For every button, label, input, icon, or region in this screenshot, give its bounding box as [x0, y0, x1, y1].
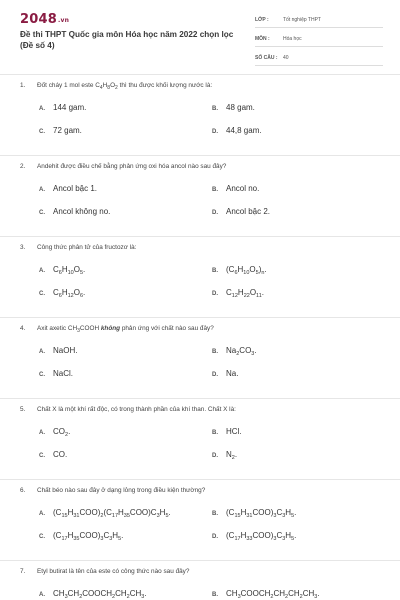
option-letter: D.	[212, 129, 218, 135]
option-letter: A.	[39, 106, 45, 112]
option-letter: C.	[39, 453, 45, 459]
answer-option[interactable]	[39, 288, 85, 297]
answer-option[interactable]	[39, 508, 171, 517]
option-text: $(C_{15}H_{31}COO)_3C_3H_5$.	[226, 508, 297, 519]
option-text: 44,8 gam.	[226, 126, 262, 135]
page-header	[0, 0, 400, 62]
question-stem: Etyl butirat là tên của este có công thức nào sau đây?	[37, 568, 190, 575]
option-letter: D.	[212, 534, 218, 540]
site-logo[interactable]	[20, 12, 69, 27]
option-text: $(C_{17}H_{35}COO)_3C_3H_5$.	[53, 531, 124, 542]
exam-meta	[255, 12, 383, 69]
question-number: 2.	[20, 163, 26, 170]
answer-option[interactable]	[39, 450, 67, 459]
question-stem: Chất X là một khí rất độc, có trong thành phần của khí than. Chất X là:	[37, 406, 236, 413]
option-letter: B.	[212, 430, 218, 436]
answer-option[interactable]	[212, 126, 262, 135]
answer-option[interactable]	[39, 531, 123, 540]
answer-option[interactable]	[39, 427, 70, 436]
option-text: $C_6H_{12}O_6$.	[53, 288, 86, 299]
meta-row-subject	[255, 31, 383, 47]
option-text: NaCl.	[53, 369, 74, 378]
question-text	[20, 568, 189, 575]
option-letter: A.	[39, 430, 45, 436]
option-text: $CH_3COOCH_2CH_2CH_2CH_3$.	[226, 589, 320, 600]
option-letter: C.	[39, 210, 45, 216]
question-separator	[0, 236, 400, 237]
option-text: $CO_2$.	[53, 427, 71, 438]
logo-main: 2048	[20, 12, 57, 27]
option-letter: A.	[39, 187, 45, 193]
option-letter: C.	[39, 534, 45, 540]
answer-option[interactable]	[212, 103, 255, 112]
option-letter: C.	[39, 372, 45, 378]
option-text: $(C_{17}H_{33}COO)_3C_3H_5$.	[226, 531, 297, 542]
option-text: Ancol không no.	[53, 207, 111, 216]
answer-option[interactable]	[212, 207, 270, 216]
option-text: 72 gam.	[53, 126, 82, 135]
option-text: Ancol no.	[226, 184, 260, 193]
question-separator	[0, 479, 400, 480]
option-text: HCl.	[226, 427, 242, 436]
option-text: $C_6H_{10}O_5$.	[53, 265, 86, 276]
option-text: CO.	[53, 450, 68, 459]
option-letter: C.	[39, 129, 45, 135]
option-text: Na.	[226, 369, 239, 378]
meta-value: Hóa học	[283, 36, 302, 42]
option-letter: B.	[212, 349, 218, 355]
option-letter: D.	[212, 291, 218, 297]
option-text: $N_2$.	[226, 450, 238, 461]
question-number: 4.	[20, 325, 26, 332]
option-letter: A.	[39, 511, 45, 517]
question-text	[20, 163, 226, 170]
meta-row-question-count	[255, 50, 383, 66]
question-number: 3.	[20, 244, 26, 251]
question-text	[20, 244, 136, 251]
meta-row-class	[255, 12, 383, 28]
question-stem: Axit axetic $CH_3COOH$ không phản ứng với chất nào sau đây?	[37, 325, 214, 334]
option-letter: B.	[212, 187, 218, 193]
meta-value: 40	[283, 55, 289, 61]
meta-label: SỐ CÂU :	[255, 55, 278, 61]
answer-option[interactable]	[39, 184, 97, 193]
option-letter: B.	[212, 592, 218, 598]
logo-domain: .vn	[57, 17, 70, 24]
question-separator	[0, 398, 400, 399]
question-stem: Chất béo nào sau đây ở dạng lỏng trong điều kiện thường?	[37, 487, 206, 494]
meta-label: MÔN :	[255, 36, 270, 42]
option-text: Ancol bậc 2.	[226, 207, 271, 216]
option-text: $C_{12}H_{22}O_{11}$.	[226, 288, 264, 299]
answer-option[interactable]	[39, 207, 110, 216]
option-letter: C.	[39, 291, 45, 297]
answer-option[interactable]	[212, 508, 296, 517]
question-separator	[0, 560, 400, 561]
answer-option[interactable]	[39, 265, 85, 274]
question-separator	[0, 317, 400, 318]
answer-option[interactable]	[212, 184, 259, 193]
option-text: 144 gam.	[53, 103, 87, 112]
option-text: $Na_2CO_3$.	[226, 346, 257, 357]
option-text: Ancol bậc 1.	[53, 184, 98, 193]
option-letter: B.	[212, 106, 218, 112]
answer-option[interactable]	[39, 346, 77, 355]
question-text	[20, 406, 236, 413]
question-stem: Andehit được điều chế bằng phản ứng oxi hóa ancol nào sau đây?	[37, 163, 227, 170]
meta-label: LỚP :	[255, 17, 269, 23]
option-text: $(C_{15}H_{31}COO)_2(C_{17}H_{35}COO)C_3H_5$.	[53, 508, 171, 519]
answer-option[interactable]	[39, 126, 82, 135]
question-separator	[0, 155, 400, 156]
question-number: 6.	[20, 487, 26, 494]
option-letter: D.	[212, 453, 218, 459]
option-letter: D.	[212, 210, 218, 216]
answer-option[interactable]	[212, 346, 257, 355]
answer-option[interactable]	[212, 288, 264, 297]
option-letter: A.	[39, 268, 45, 274]
option-text: NaOH.	[53, 346, 78, 355]
option-text: 48 gam.	[226, 103, 255, 112]
option-text: $(C_6H_{10}O_5)_n$.	[226, 265, 267, 276]
answer-option[interactable]	[39, 103, 86, 112]
exam-title: Đề thi THPT Quốc gia môn Hóa học năm 2022 chọn lọc (Đề số 4)	[20, 30, 234, 50]
option-letter: B.	[212, 268, 218, 274]
answer-option[interactable]	[39, 589, 147, 598]
option-text: $CH_3CH_2COOCH_2CH_2CH_3$.	[53, 589, 147, 600]
answer-option[interactable]	[212, 369, 238, 378]
answer-option[interactable]	[39, 369, 73, 378]
meta-value: Tốt nghiệp THPT	[283, 17, 321, 23]
question-number: 7.	[20, 568, 26, 575]
question-text	[20, 325, 214, 332]
answer-option[interactable]	[212, 265, 267, 274]
answer-option[interactable]	[212, 450, 237, 459]
question-number: 1.	[20, 82, 26, 89]
question-text	[20, 82, 212, 89]
option-letter: B.	[212, 511, 218, 517]
answer-option[interactable]	[212, 589, 320, 598]
question-stem: Công thức phân tử của fructozơ là:	[37, 244, 137, 251]
question-number: 5.	[20, 406, 26, 413]
answer-option[interactable]	[212, 531, 296, 540]
answer-option[interactable]	[212, 427, 242, 436]
question-stem: Đốt cháy 1 mol este $C_4H_8O_2$ thì thu được khối lượng nước là:	[37, 82, 213, 91]
question-separator	[0, 74, 400, 75]
option-letter: D.	[212, 372, 218, 378]
option-letter: A.	[39, 349, 45, 355]
option-letter: A.	[39, 592, 45, 598]
question-text	[20, 487, 205, 494]
